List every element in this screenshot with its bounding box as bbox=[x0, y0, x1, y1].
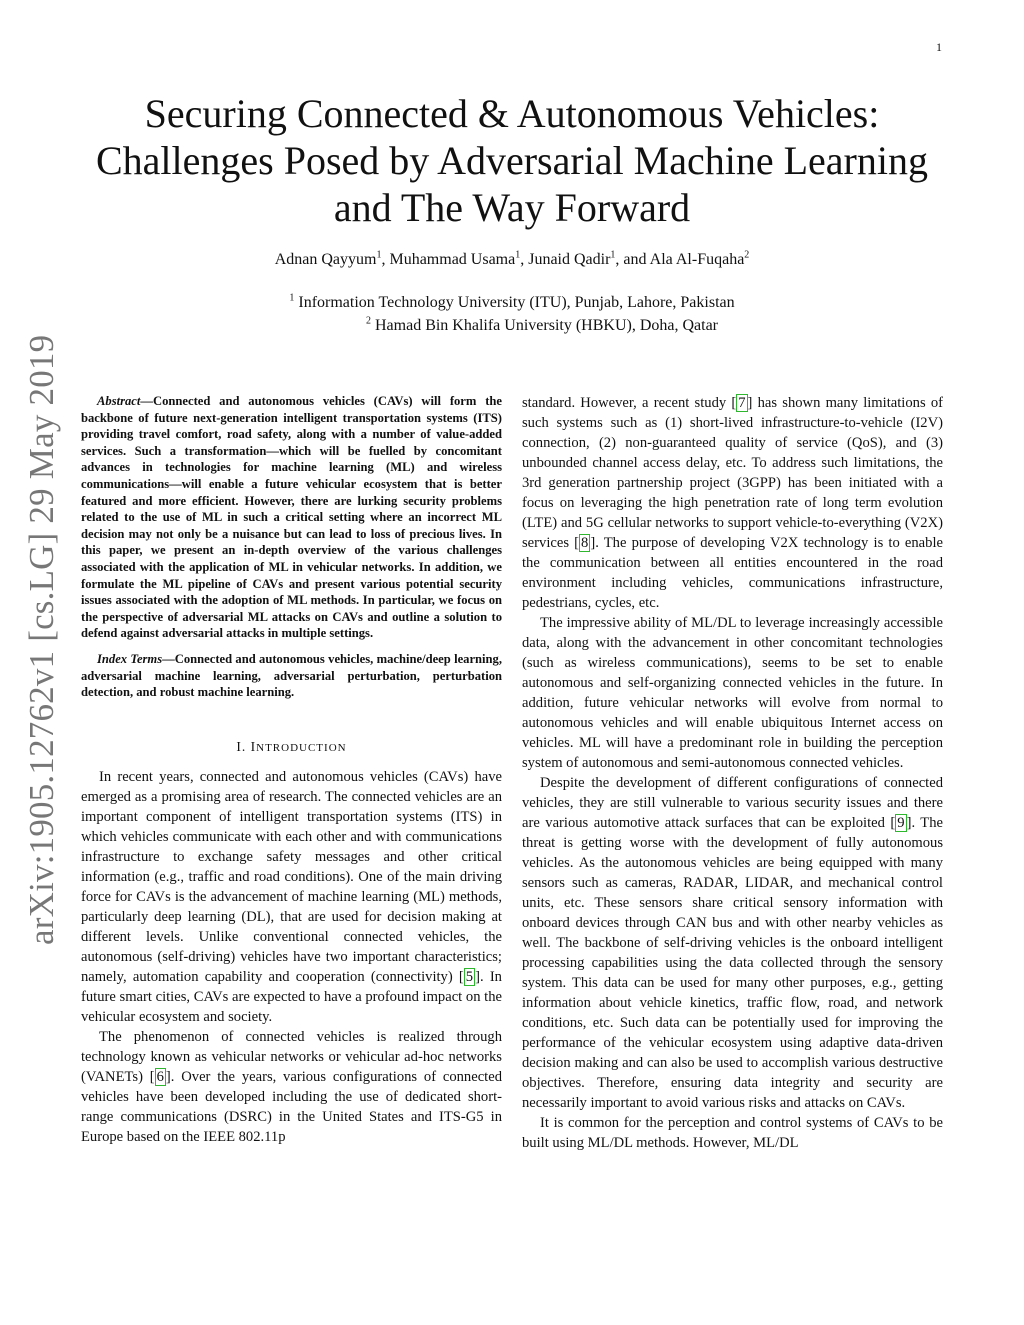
body-paragraph: The phenomenon of connected vehicles is realized through technology known as vehicular networks or vehicular ad-hoc networks (VANETs) [ 6 ]. Over the years, various configurations of connected vehicles have been developed including the use of dedicated short-range communications (DSRC) in the United States and ITS-G5 in Europe based on the IEEE 802.11p bbox=[81, 1028, 503, 1145]
paper-title bbox=[60, 90, 964, 231]
section-title-rest: NTRODUCTION bbox=[256, 741, 347, 754]
author-affiliation-mark: 1 bbox=[376, 249, 382, 261]
index-terms-text: —Connected and autonomous vehicles, machine/deep learning, adversarial machine learning, adversarial perturbation, perturbation detection, and robust machine learning. bbox=[81, 651, 502, 700]
paragraph-text: has shown many limitations of such systems such as (1) short-lived infrastructure-to-vehicle (I2V) connection, (2) non-guaranteed quality of service (QoS), and (3) unbounded channel access delay, etc. To address such limitations, the 3rd generation partnership project (3GPP) has been initiated with a focus on leveraging the high penetration rate of long term evolution (LTE) and 5G cellular networks to support vehicle-to-everything (V2X) services bbox=[522, 395, 943, 551]
author-separator: , bbox=[520, 251, 529, 268]
affiliation-mark: 2 bbox=[365, 315, 371, 327]
affiliation-text: Hamad Bin Khalifa University (HBKU), Doha, Qatar bbox=[374, 317, 719, 334]
author-name: Ala Al-Fuqaha bbox=[649, 251, 745, 268]
author-name: Muhammad Usama bbox=[389, 251, 516, 268]
author-affiliation-mark: 1 bbox=[610, 249, 616, 261]
citation-link[interactable]: 5 bbox=[465, 968, 474, 985]
author-name: Adnan Qayyum bbox=[274, 251, 377, 268]
body-paragraph: standard. However, a recent study [ 7 ] has shown many limitations of such systems such as (1) short-lived infrastructure-to-vehicle (I2V) connection, (2) non-guaranteed quality of service (QoS), and (3) unbounded channel access delay, etc. To address such limitations, the 3rd generation partnership project (3GPP) has been initiated with a focus on leveraging the high penetration rate of long term evolution (LTE) and 5G cellular networks to support vehicle-to-everything (V2X) services [ 8 ]. The purpose of developing V2X technology is to enable the communication between all entities encountered in the road environment including vehicles, communications infrastructure, pedestrians, cycles, etc. bbox=[522, 395, 943, 611]
left-body bbox=[81, 767, 502, 1147]
author-name: Junaid Qadir bbox=[528, 251, 611, 268]
section-initial: I bbox=[250, 738, 257, 754]
page-number: 1 bbox=[936, 40, 942, 54]
authors bbox=[100, 250, 924, 270]
author-affiliation-mark: 2 bbox=[744, 249, 750, 261]
affiliation-mark: 1 bbox=[289, 292, 295, 304]
body-paragraph bbox=[522, 1113, 943, 1153]
title-line: and The Way Forward bbox=[333, 185, 691, 230]
abstract-label: Abstract bbox=[97, 394, 141, 408]
paragraph-text: standard. However, a recent study bbox=[522, 395, 732, 411]
paragraph-text: The phenomenon of connected vehicles is realized through technology known as vehicular networks or vehicular ad-hoc networks (VANETs) bbox=[81, 1028, 502, 1085]
affiliation-text: Information Technology University (ITU), Punjab, Lahore, Pakistan bbox=[298, 294, 735, 311]
paragraph-text: It is common for the perception and control systems of CAVs to be built using ML/DL methods. However, ML/DL bbox=[522, 1115, 943, 1151]
right-body bbox=[522, 393, 943, 1153]
citation-link[interactable]: 6 bbox=[156, 1068, 164, 1085]
affiliation bbox=[100, 293, 924, 313]
citation-link[interactable]: 8 bbox=[581, 535, 589, 551]
paragraph-text: . The threat is getting worse with the development of fully autonomous vehicles. As the autonomous vehicles are being equipped with many sensors such as cameras, RADAR, LIDAR, and mechanical control units, etc. These sensors share critical sensory information with onboard devices through CAN bus and with other nearby vehicles as well. The backbone of self-driving vehicles is the onboard intelligent processing capabilities using the data collected through the sensory system. This data can be used for many other purposes, e.g., getting information about vehicle kinetics, traffic flow, road, and network conditions, etc. Such data can be potentially used for improving the performance of the vehicular ecosystem using adaptive data-driven decision making and can also be used to accomplish various destructive objectives. Therefore, ensuring data integrity and security are necessarily important to avoid various risks and attacks on CAVs. bbox=[522, 815, 943, 1111]
affiliation bbox=[130, 316, 954, 336]
paragraph-text: . In future smart cities, CAVs are expected to have a profound impact on the vehicular ecosystem and society. bbox=[81, 968, 502, 1025]
right-column bbox=[522, 393, 943, 1153]
paragraph-text: . The purpose of developing V2X technology is to enable the communication between all entities encountered in the road environment including vehicles, communications infrastructure, pedestrians, cycles, etc. bbox=[522, 535, 943, 611]
body-paragraph bbox=[522, 613, 943, 773]
citation-link[interactable]: 7 bbox=[738, 395, 746, 411]
abstract bbox=[81, 393, 502, 642]
body-paragraph: Despite the development of different configurations of connected vehicles, they are still vulnerable to various security issues and there are various automotive attack surfaces that can be exploited [ 9 ]. The threat is getting worse with the development of fully autonomous vehicles. As the autonomous vehicles are being equipped with many sensors such as cameras, RADAR, LIDAR, and mechanical control units, etc. These sensors share critical sensory information with onboard devices through CAN bus and with other nearby vehicles as well. The backbone of self-driving vehicles is the onboard intelligent processing capabilities using the data collected through the sensory system. This data can be used for many other purposes, e.g., getting information about vehicle kinetics, traffic flow, road, and network conditions, etc. Such data can be potentially used for improving the performance of the vehicular ecosystem using adaptive data-driven decision making and can also be used to accomplish various destructive objectives. Therefore, ensuring data integrity and security are necessarily important to avoid various risks and attacks on CAVs. bbox=[522, 775, 943, 1111]
author-separator: , and bbox=[615, 251, 650, 268]
section-heading bbox=[81, 739, 502, 755]
left-column bbox=[81, 393, 502, 1147]
citation-link[interactable]: 9 bbox=[897, 815, 905, 831]
body-paragraph: In recent years, connected and autonomous vehicles (CAVs) have emerged as a promising area of research. The connected vehicles are an important component of intelligent transportation systems (ITS) in which vehicles communicate with each other and with communications infrastructure to exchange safety messages and other critical information (e.g., traffic and road conditions). One of the main driving force for CAVs is the advancement of machine learning (ML) methods, particularly deep learning (DL), that are used for decision making at different levels. Unlike conventional connected vehicles, the autonomous (self-driving) vehicles have two important characteristics; namely, automation capability and cooperation (connectivity) [ 5 ]. In future smart cities, CAVs are expected to have a profound impact on the vehicular ecosystem and society. bbox=[81, 768, 502, 1025]
title-line: Challenges Posed by Adversarial Machine Learning bbox=[96, 138, 928, 183]
author-separator: , bbox=[381, 251, 390, 268]
index-terms bbox=[81, 651, 502, 701]
arxiv-stamp: arXiv:1905.12762v1 [cs.LG] 29 May 2019 bbox=[22, 334, 61, 945]
paragraph-text: In recent years, connected and autonomous vehicles (CAVs) have emerged as a promising area of research. The connected vehicles are an important component of intelligent transportation systems (ITS) in which vehicles communicate with each other and with communications infrastructure to exchange safety messages and other critical information (e.g., traffic and road conditions). One of the main driving force for CAVs is the advancement of machine learning (ML) methods, particularly deep learning (DL), that are used for decision making at different levels. Unlike conventional connected vehicles, the autonomous (self-driving) vehicles have two important characteristics; namely, automation capability and cooperation (connectivity) bbox=[81, 768, 502, 985]
paragraph-text: . Over the years, various configurations of connected vehicles have been developed including the use of dedicated short-range communications (DSRC) in the United States and ITS-G5 in Europe based on the IEEE 802.11p bbox=[81, 1068, 503, 1145]
paragraph-text: Despite the development of different configurations of connected vehicles, they are still vulnerable to various security issues and there are various automotive attack surfaces that can be exploited bbox=[522, 775, 943, 831]
paragraph-text: The impressive ability of ML/DL to leverage increasingly accessible data, along with the advancement in other concomitant technologies (such as wireless communications), seems to be set to enable autonomous and self-organizing connected vehicles in the future. In addition, future vehicular networks will evolve from normal to autonomous vehicles and will enable ubiquitous Internet access on vehicles. ML will have a predominant role in building the perception system of autonomous and semi-autonomous connected vehicles. bbox=[522, 615, 943, 771]
index-terms-label: Index Terms bbox=[97, 651, 163, 666]
abstract-text: —Connected and autonomous vehicles (CAVs) will form the backbone of future next-generation intelligent transportation systems (ITS) providing travel comfort, road safety, along with a number of value-added services. Such a transformation—which will be fuelled by concomitant advances in technologies for machine learning (ML) and wireless communications—will enable a future vehicular ecosystem that is better featured and more efficient. However, there are lurking security problems related to the use of ML in such a critical setting where an incorrect ML decision may not only be a nuisance but can lead to loss of precious lives. In this paper, we present an in-depth overview of the various challenges associated with the application of ML in vehicular networks. In addition, we formulate the ML pipeline of CAVs and present various potential security issues associated with the adoption of ML methods. In particular, we focus on the perspective of adversarial ML attacks on CAVs and outline a solution to defend against adversarial attacks in multiple settings. bbox=[81, 394, 502, 641]
author-affiliation-mark: 1 bbox=[515, 249, 521, 261]
section-numeral: I. bbox=[236, 738, 251, 754]
title-line: Securing Connected & Autonomous Vehicles: bbox=[144, 91, 880, 136]
